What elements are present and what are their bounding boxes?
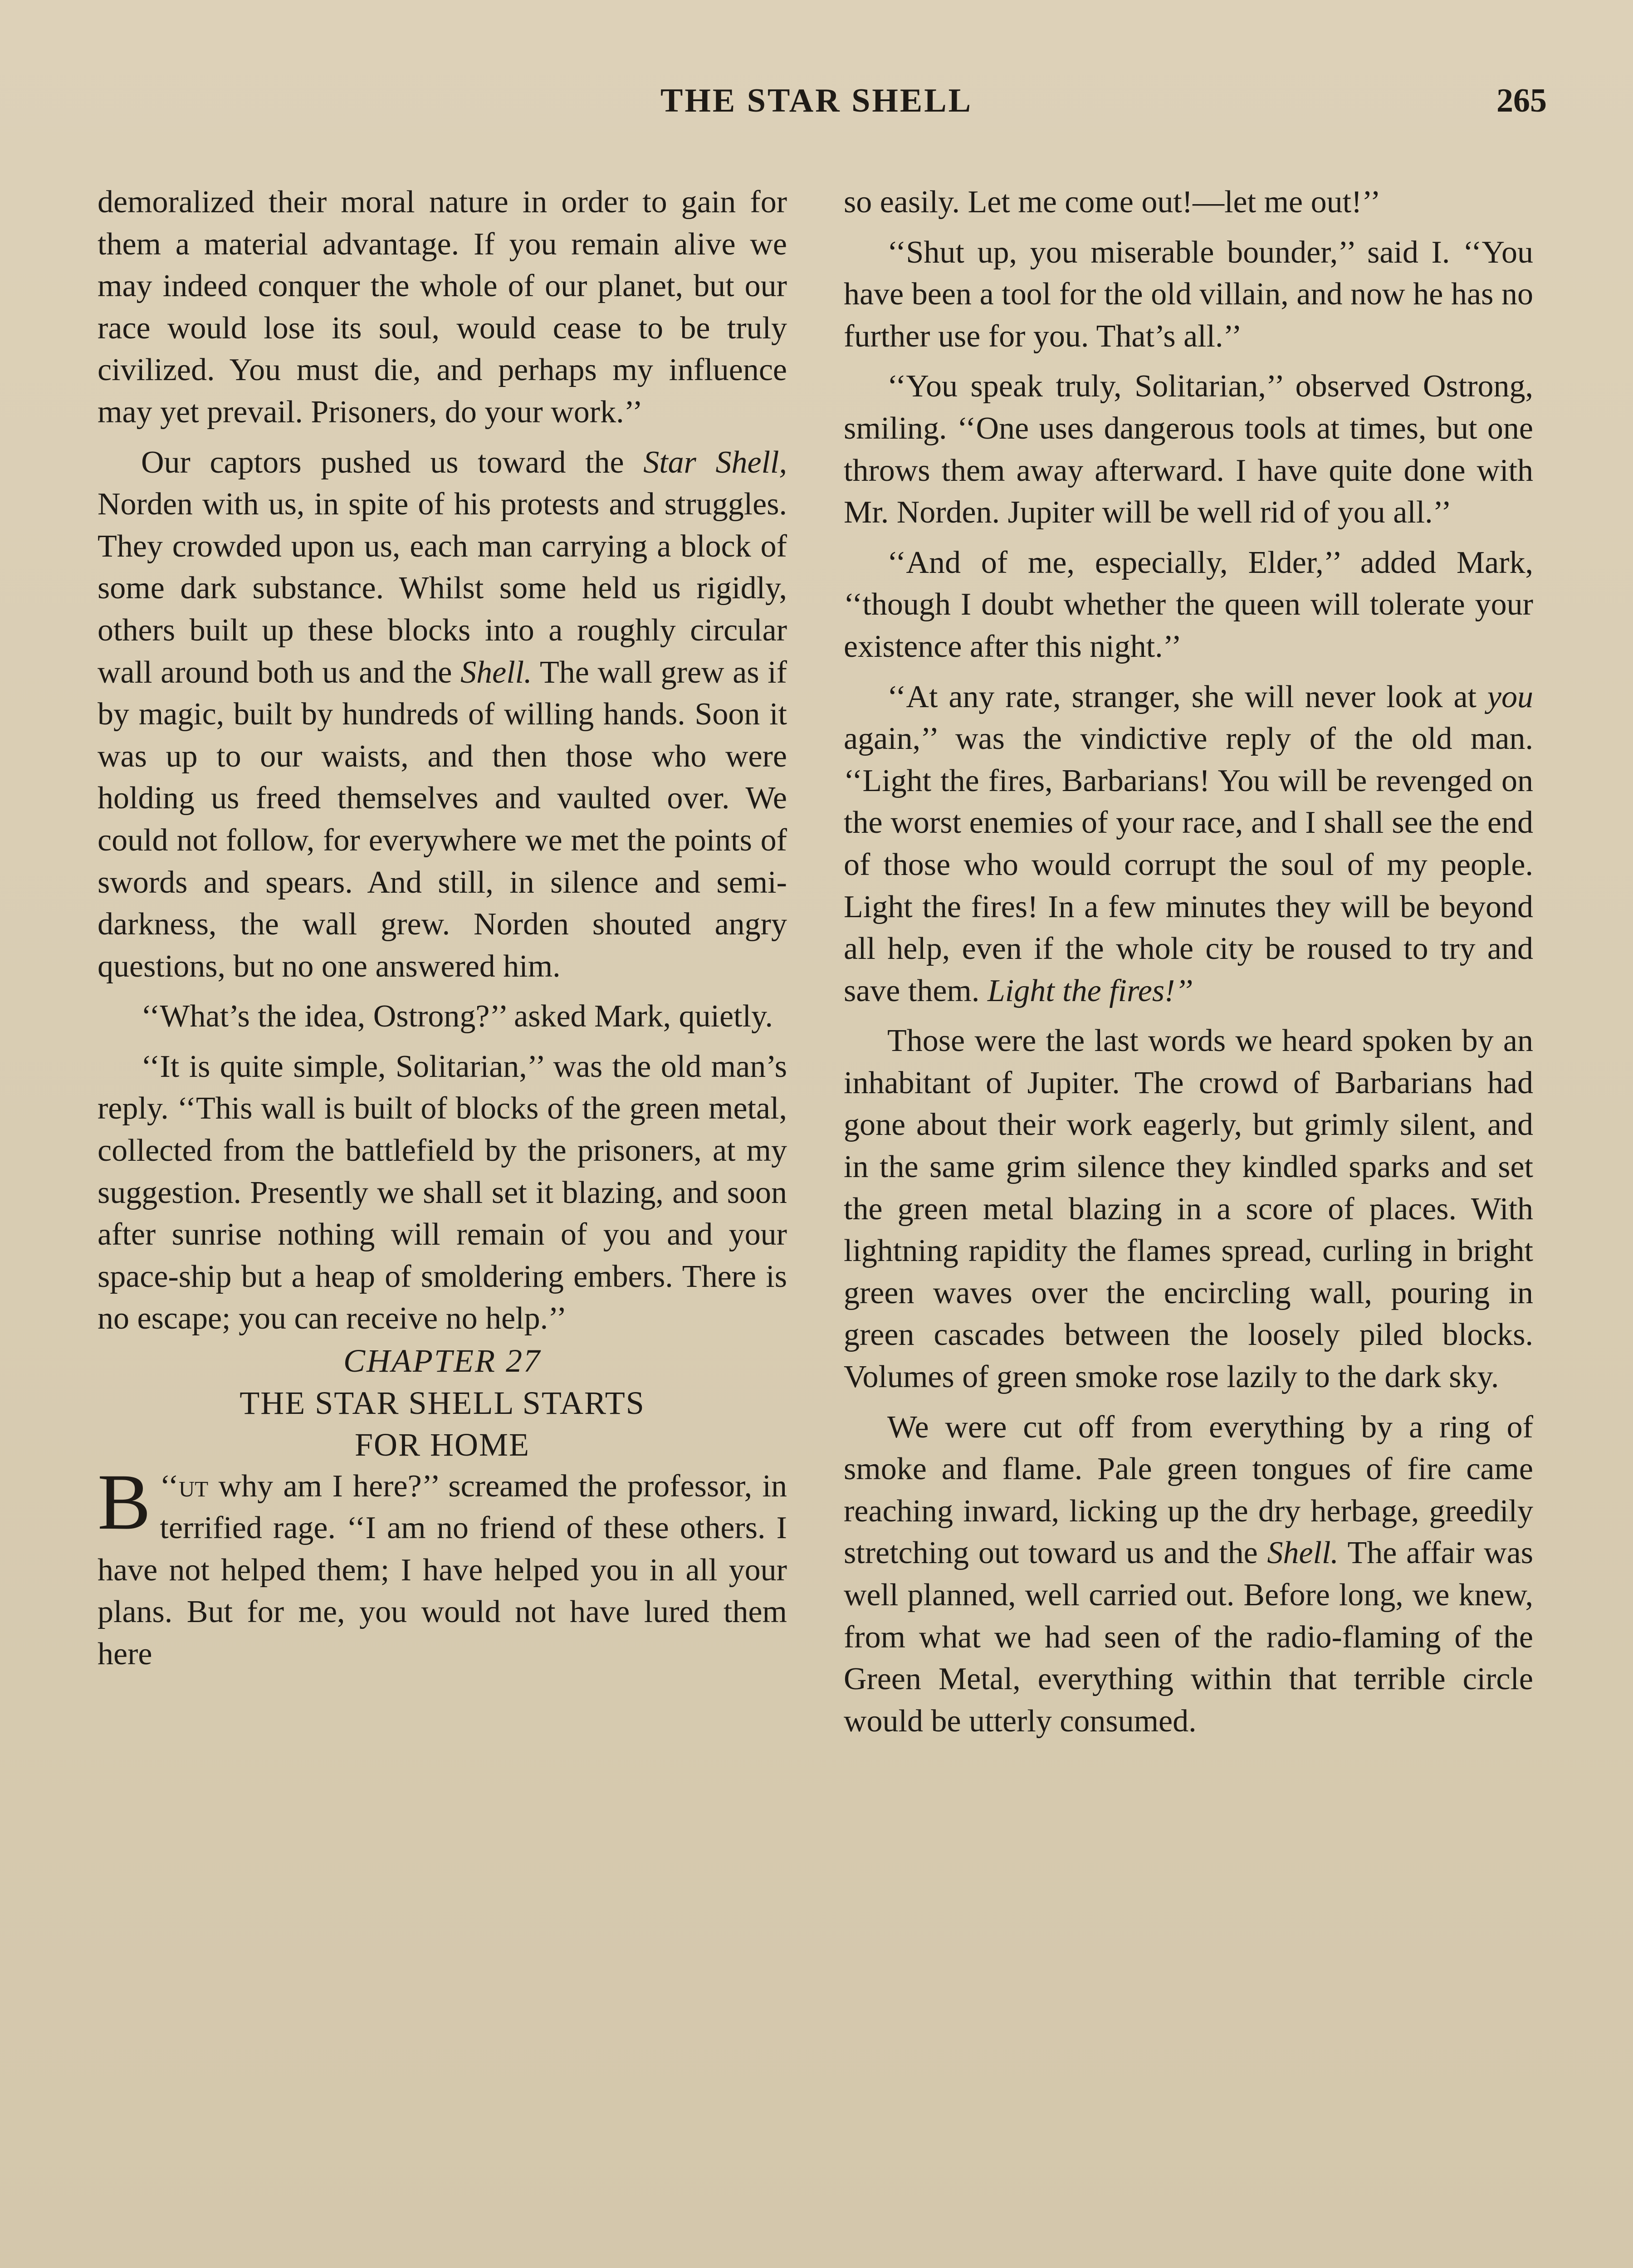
paragraph: ‘‘You speak truly, Solitarian,’’ observed Ostrong, smiling. ‘‘One uses dangerous tools at times, but one throws them away afterward. I have quite done with Mr. Norden. Jupiter will be well rid of you all.’’ (844, 369, 1533, 530)
text-run: why am I here?’’ screamed the professor, in terrified rage. ‘‘I am no friend of these others. I have not helped them; I have helped you in all your plans. But for me, you would not have lured them here (98, 1468, 787, 1672)
paragraph (844, 676, 1533, 1012)
emphasis: Light the fires!’’ (987, 973, 1193, 1008)
emphasis: you (1487, 679, 1533, 714)
ship-name: Shell. (1267, 1535, 1339, 1571)
drop-cap: B (98, 1457, 151, 1546)
chapter-title (98, 1382, 787, 1466)
text-run: again,’’ was the vindictive reply of the old man. ‘‘Light the fires, Barbarians! You will be revenged on the worst enemies of your race, and I shall see the end of those who would corrupt the soul of my people. Light the fires! In a few minutes they will be beyond all help, even if the whole city be roused to try and save them. (844, 721, 1533, 1008)
text-run: ‘‘At any rate, stranger, she will never look at (887, 679, 1487, 714)
running-header (0, 82, 1633, 132)
paragraph (98, 1457, 787, 1676)
chapter-title-line: FOR HOME (354, 1426, 530, 1463)
paragraph (98, 442, 787, 988)
paragraph: so easily. Let me come out!—let me out!’’ (844, 185, 1381, 220)
text-run: Our captors pushed us toward the (141, 445, 644, 480)
paragraph: ‘‘And of me, especially, Elder,’’ added Mark, ‘‘though I doubt whether the queen will tolerate your existence after this night.’’ (844, 545, 1533, 664)
running-title: THE STAR SHELL (660, 82, 973, 119)
paragraph: demoralized their moral nature in order to gain for them a material advantage. If you remain alive we may indeed conquer the whole of our planet, but our race would lose its soul, would cease to be truly civilized. You must die, and perhaps my influence may yet prevail. Prisoners, do your work.’’ (98, 185, 787, 430)
text-run: ut (178, 1468, 209, 1504)
paragraph: Those were the last words we heard spoken by an inhabitant of Jupiter. The crowd of Barbarians had gone about their work eagerly, but grimly silent, and in the same grim silence they kindled sparks and set the green metal blazing in a score of places. With lightning rapidity the flames spread, curling in bright green waves over the encircling wall, pouring in green cascades between the loosely piled blocks. Volumes of green smoke rose lazily to the dark sky. (844, 1023, 1533, 1395)
ship-name: Star Shell, (643, 445, 787, 480)
text-run: The affair was well planned, well carried out. Before long, we knew, from what we had seen of the radio-flaming of the Green Metal, everything within that terrible circle would be utterly consumed. (844, 1535, 1533, 1739)
text-run: We were cut off from everything by a ring of smoke and flame. Pale green tongues of fire came reaching inward, licking up the dry herbage, greedily stretching out toward us and the (844, 1409, 1533, 1571)
page-number: 265 (1496, 82, 1547, 119)
paragraph: ‘‘What’s the idea, Ostrong?’’ asked Mark, quietly. (141, 999, 773, 1034)
chapter-number: CHAPTER 27 (343, 1343, 541, 1379)
right-column (844, 181, 1533, 1742)
opening-quote: ‘‘ (160, 1468, 179, 1504)
paragraph: ‘‘Shut up, you miserable bounder,’’ said I. ‘‘You have been a tool for the old villain, and now he has no further use for you. That’s all.’’ (844, 235, 1533, 354)
chapter-title-line: THE STAR SHELL STARTS (240, 1384, 645, 1421)
text-run: The wall grew as if by magic, built by hundreds of willing hands. Soon it was up to our waists, and then those who were holding us freed themselves and vaulted over. We could not follow, for everywhere we met the points of swords and spears. And still, in silence and semi-darkness, the wall grew. Norden shouted angry questions, but no one answered him. (98, 655, 787, 984)
left-column (98, 181, 787, 1676)
paragraph (844, 1407, 1533, 1743)
text-run: Norden with us, in spite of his protests and struggles. They crowded upon us, each man carrying a block of some dark substance. Whilst some held us rigidly, others built up these blocks into a roughly circular wall around both us and the (98, 487, 787, 690)
ship-name: Shell. (460, 655, 532, 690)
paragraph: ‘‘It is quite simple, Solitarian,’’ was the old man’s reply. ‘‘This wall is built of blocks of the green metal, collected from the battlefield by the prisoners, at my suggestion. Presently we shall set it blazing, and soon after sunrise nothing will remain of you and your space-ship but a heap of smoldering embers. There is no escape; you can receive no help.’’ (98, 1049, 787, 1336)
